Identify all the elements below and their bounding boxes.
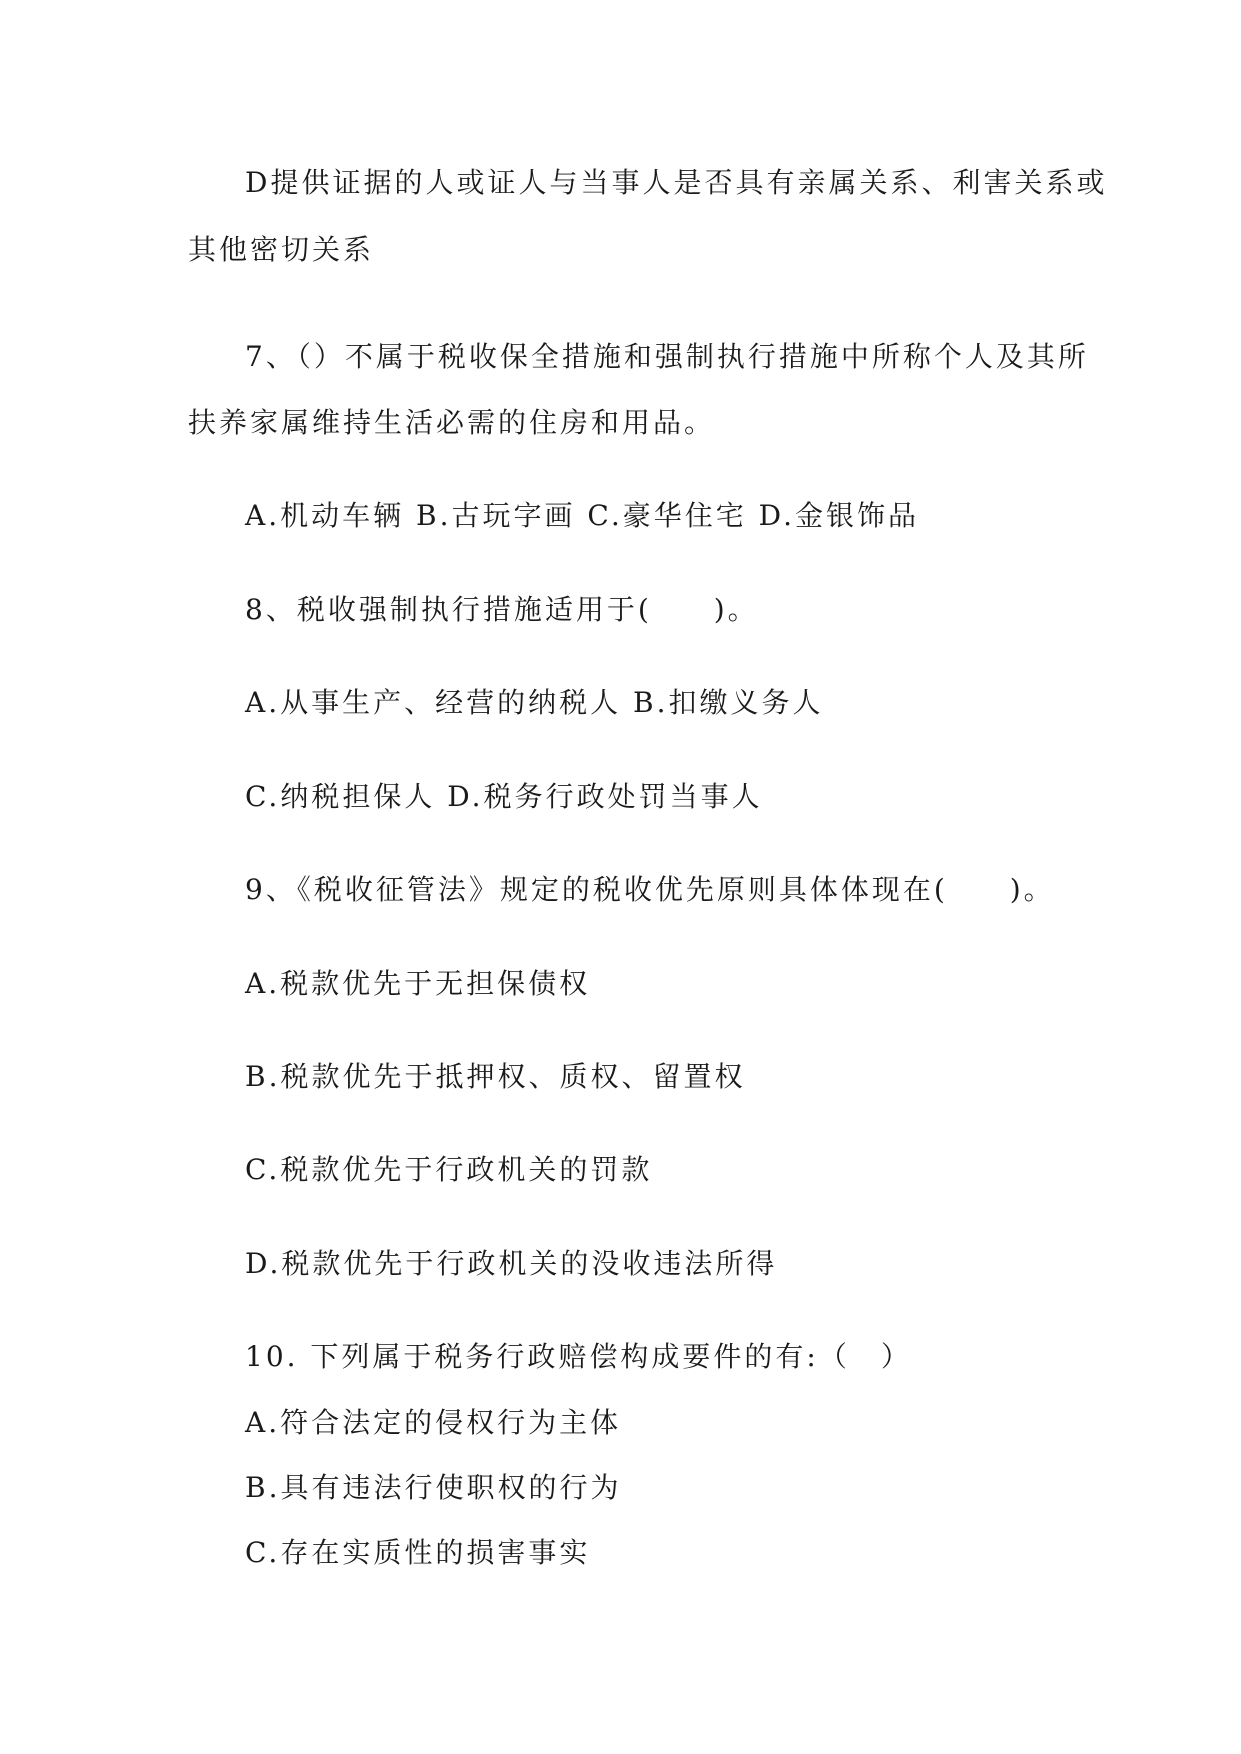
question-10-option: A.符合法定的侵权行为主体 [245,1406,622,1439]
question-9-option: A.税款优先于无担保债权 [245,967,591,1000]
question-8: 8、税收强制执行措施适用于( )。 [245,593,759,626]
question-10: 10. 下列属于税务行政赔偿构成要件的有:（ ） [245,1340,912,1373]
question-9-option: B.税款优先于抵押权、质权、留置权 [245,1060,746,1093]
question-8-option: C.纳税担保人 D.税务行政处罚当事人 [245,780,763,813]
question-7: 7、（）不属于税收保全措施和强制执行措施中所称个人及其所 [245,340,1089,373]
text-line: 扶养家属维持生活必需的住房和用品。 [188,406,716,439]
text-line: 其他密切关系 [188,233,375,266]
text-line: D提供证据的人或证人与当事人是否具有亲属关系、利害关系或 [245,166,1108,199]
question-7-options: A.机动车辆 B.古玩字画 C.豪华住宅 D.金银饰品 [245,499,919,532]
question-10-option: B.具有违法行使职权的行为 [245,1471,622,1504]
question-8-option: A.从事生产、经营的纳税人 B.扣缴义务人 [245,686,824,719]
question-9-option: C.税款优先于行政机关的罚款 [245,1153,653,1186]
question-9-option: D.税款优先于行政机关的没收违法所得 [245,1247,778,1280]
question-9: 9、《税收征管法》规定的税收优先原则具体体现在( )。 [245,873,1055,906]
question-10-option: C.存在实质性的损害事实 [245,1536,591,1569]
